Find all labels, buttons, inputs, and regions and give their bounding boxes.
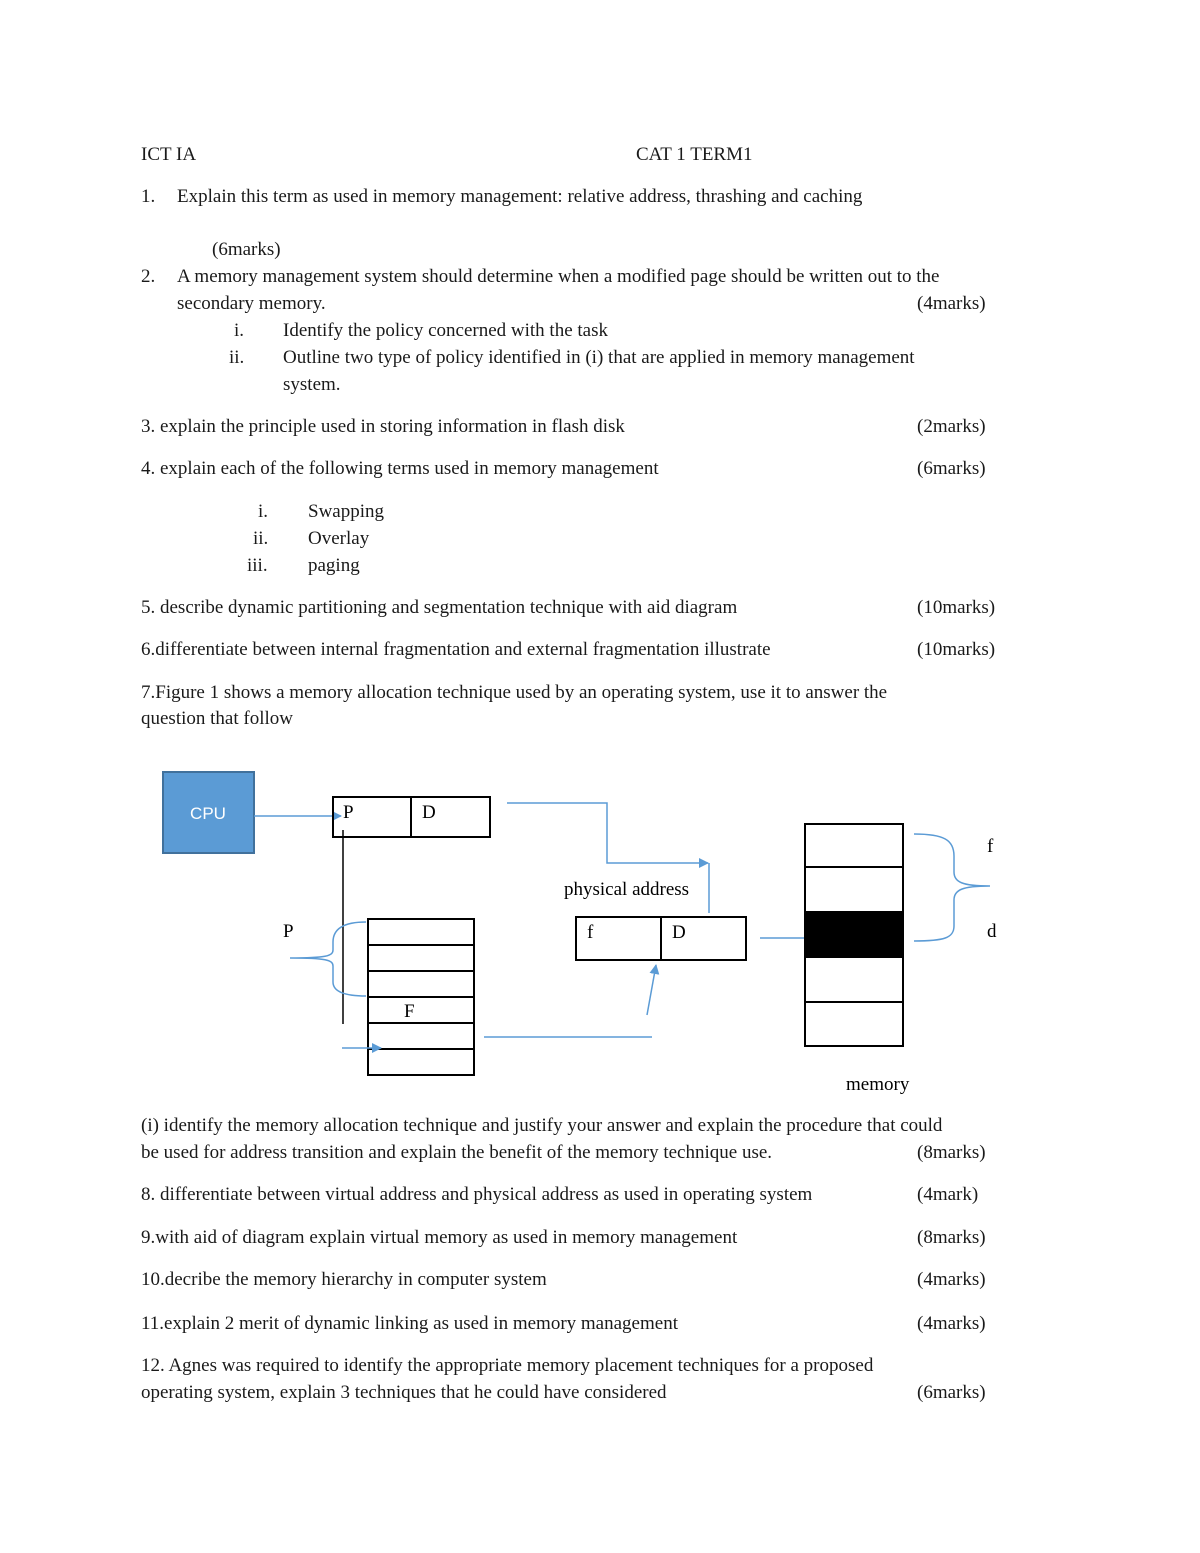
page-side-label: P [283,921,294,942]
q1-marks: (6marks) [212,239,281,260]
q4-item-num: iii. [247,555,268,576]
q12-line2: operating system, explain 3 techniques that he could have considered [141,1382,667,1403]
frame-right-label: f [987,836,994,857]
physical-offset-label: D [672,922,686,943]
q4-item-text: Overlay [308,528,370,549]
q2-sub-num: i. [234,320,245,341]
q4-item-num: i. [258,501,269,522]
frame-label: f [587,922,594,943]
q7i-line1: (i) identify the memory allocation technique and justify your answer and explain the procedure that could [141,1115,943,1136]
page-table-brace [290,922,366,996]
q2-sub-continuation: system. [283,374,341,395]
q1-text: Explain this term as used in memory management: relative address, thrashing and caching [177,186,863,207]
q7i-marks: (8marks) [917,1142,986,1163]
offset-right-label: d [987,921,997,942]
q10-marks: (4marks) [917,1269,986,1290]
q9-text: 9.with aid of diagram explain virtual memory as used in memory management [141,1227,738,1248]
q2-sub-num: ii. [229,347,245,368]
q11-text: 11.explain 2 merit of dynamic linking as used in memory management [141,1313,678,1334]
q6-marks: (10marks) [917,639,996,660]
physical-address-label: physical address [564,879,690,900]
header-left: ICT IA [141,144,197,165]
q5-marks: (10marks) [917,597,996,618]
header-right: CAT 1 TERM1 [636,144,753,165]
q4-item-text: paging [308,555,360,576]
cpu-label: CPU [190,804,226,823]
q1-number: 1. [141,186,156,207]
q11-marks: (4marks) [917,1313,986,1334]
q12-marks: (6marks) [917,1382,986,1403]
memory-brace [914,834,990,941]
q4-item-num: ii. [253,528,269,549]
q6-text: 6.differentiate between internal fragmentation and external fragmentation illustrate [141,639,771,660]
memory-label: memory [846,1074,910,1095]
q5-text: 5. describe dynamic partitioning and segmentation technique with aid diagram [141,597,738,618]
q2-marks: (4marks) [917,293,986,314]
q2-sub-text: Identify the policy concerned with the task [283,320,609,341]
q8-text: 8. differentiate between virtual address and physical address as used in operating system [141,1184,813,1205]
memory-selected-frame [805,912,903,958]
frame-to-physical-arrow [647,965,656,1015]
q4-item-text: Swapping [308,501,384,522]
frame-entry-label: F [404,1001,415,1022]
q4-text: 4. explain each of the following terms used in memory management [141,458,659,479]
q7-line2: question that follow [141,708,293,729]
q2-number: 2. [141,266,156,287]
q2-sub-text: Outline two type of policy identified in (i) that are applied in memory management [283,347,915,368]
q10-text: 10.decribe the memory hierarchy in computer system [141,1269,547,1290]
q4-marks: (6marks) [917,458,986,479]
q2-line2: secondary memory. [177,293,326,314]
q8-marks: (4mark) [917,1184,979,1205]
q7-line1: 7.Figure 1 shows a memory allocation technique used by an operating system, use it to answer the [141,682,888,703]
q2-line1: A memory management system should determine when a modified page should be written out to the [177,266,940,287]
offset-label: D [422,802,436,823]
q3-text: 3. explain the principle used in storing information in flash disk [141,416,625,437]
page-number-label: P [343,802,354,823]
offset-to-physical-arrow [507,803,708,863]
q9-marks: (8marks) [917,1227,986,1248]
q7i-line2: be used for address transition and explain the benefit of the memory technique use. [141,1142,773,1163]
q12-line1: 12. Agnes was required to identify the appropriate memory placement techniques for a proposed [141,1355,874,1376]
q3-marks: (2marks) [917,416,986,437]
